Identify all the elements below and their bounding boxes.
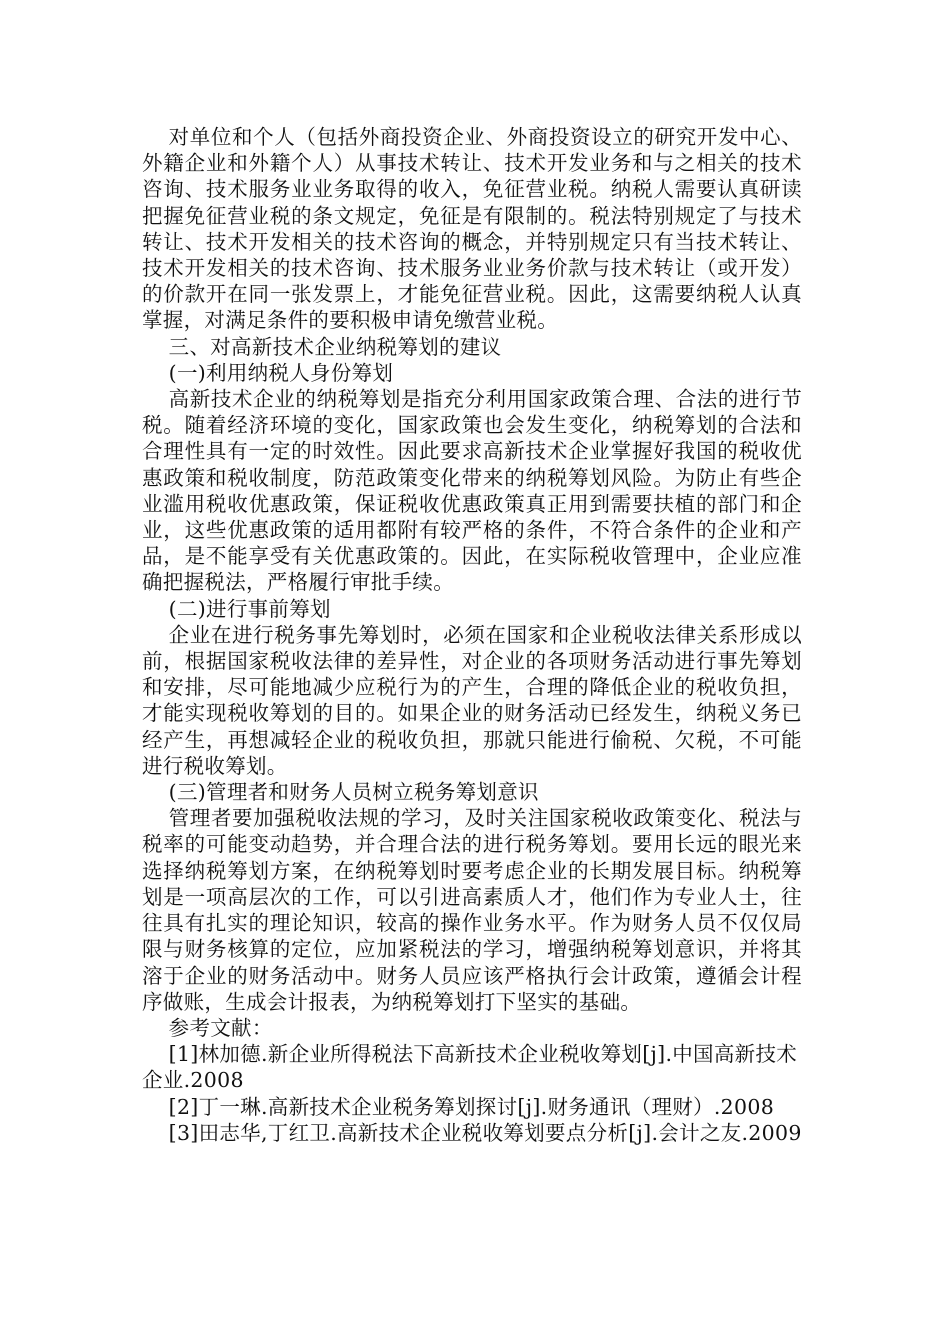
reference-item: [2]丁一琳.高新技术企业税务筹划探讨[j].财务通讯（理财）.2008 (168, 1094, 775, 1119)
document-body (142, 124, 802, 1146)
reference-item: [3]田志华,丁红卫.高新技术企业税收筹划要点分析[j].会计之友.2009 (168, 1120, 802, 1145)
references-heading: 参考文献： (168, 1015, 273, 1040)
paragraph-planning-awareness: 管理者要加强税收法规的学习，及时关注国家税收政策变化、税法与税率的可能变动趋势，并合理合法的进行税务筹划。要用长远的眼光来选择纳税筹划方案，在纳税筹划时要考虑企业的长期发展目标。纳税筹划是一项高层次的工作，可以引进高素质人才，他们作为专业人士，往往具有扎实的理论知识，较高的操作业务水平。作为财务人员不仅仅局限与财务核算的定位，应加紧税法的学习，增强纳税筹划意识，并将其溶于企业的财务活动中。财务人员应该严格执行会计政策，遵循会计程序做账，生成会计报表，为纳税筹划打下坚实的基础。 (142, 806, 802, 1014)
subheading-taxpayer-identity: (一)利用纳税人身份筹划 (168, 360, 394, 385)
subheading-advance-planning: (二)进行事前筹划 (168, 596, 331, 621)
paragraph-advance-planning: 企业在进行税务事先筹划时，必须在国家和企业税收法律关系形成以前，根据国家税收法律的差异性，对企业的各项财务活动进行事先筹划和安排，尽可能地减少应税行为的产生，合理的降低企业的税收负担，才能实现税收筹划的目的。如果企业的财务活动已经发生，纳税义务已经产生，再想减轻企业的税收负担，那就只能进行偷税、欠税，不可能进行税收筹划。 (142, 622, 802, 778)
paragraph-tax-exemption: 对单位和个人（包括外商投资企业、外商投资设立的研究开发中心、外籍企业和外籍个人）从事技术转让、技术开发业务和与之相关的技术咨询、技术服务业业务取得的收入，免征营业税。纳税人需要认真研读把握免征营业税的条文规定，免征是有限制的。税法特别规定了与技术转让、技术开发相关的技术咨询的概念，并特别规定只有当技术转让、技术开发相关的技术咨询、技术服务业业务价款与技术转让（或开发）的价款开在同一张发票上，才能免征营业税。因此，这需要纳税人认真掌握，对满足条件的要积极申请免缴营业税。 (142, 125, 802, 333)
subheading-planning-awareness: (三)管理者和财务人员树立税务筹划意识 (168, 780, 539, 805)
paragraph-taxpayer-identity: 高新技术企业的纳税筹划是指充分利用国家政策合理、合法的进行节税。随着经济环境的变化，国家政策也会发生变化，纳税筹划的合法和合理性具有一定的时效性。因此要求高新技术企业掌握好我国的税收优惠政策和税收制度，防范政策变化带来的纳税筹划风险。为防止有些企业滥用税收优惠政策，保证税收优惠政策真正用到需要扶植的部门和企业，这些优惠政策的适用都附有较严格的条件，不符合条件的企业和产品，是不能享受有关优惠政策的。因此，在实际税收管理中，企业应准确把握税法，严格履行审批手续。 (142, 387, 802, 595)
section-heading-suggestions: 三、对高新技术企业纳税筹划的建议 (168, 334, 502, 359)
reference-item: [1]林加德.新企业所得税法下高新技术企业税收筹划[j].中国高新技术企业.2008 (142, 1042, 798, 1093)
